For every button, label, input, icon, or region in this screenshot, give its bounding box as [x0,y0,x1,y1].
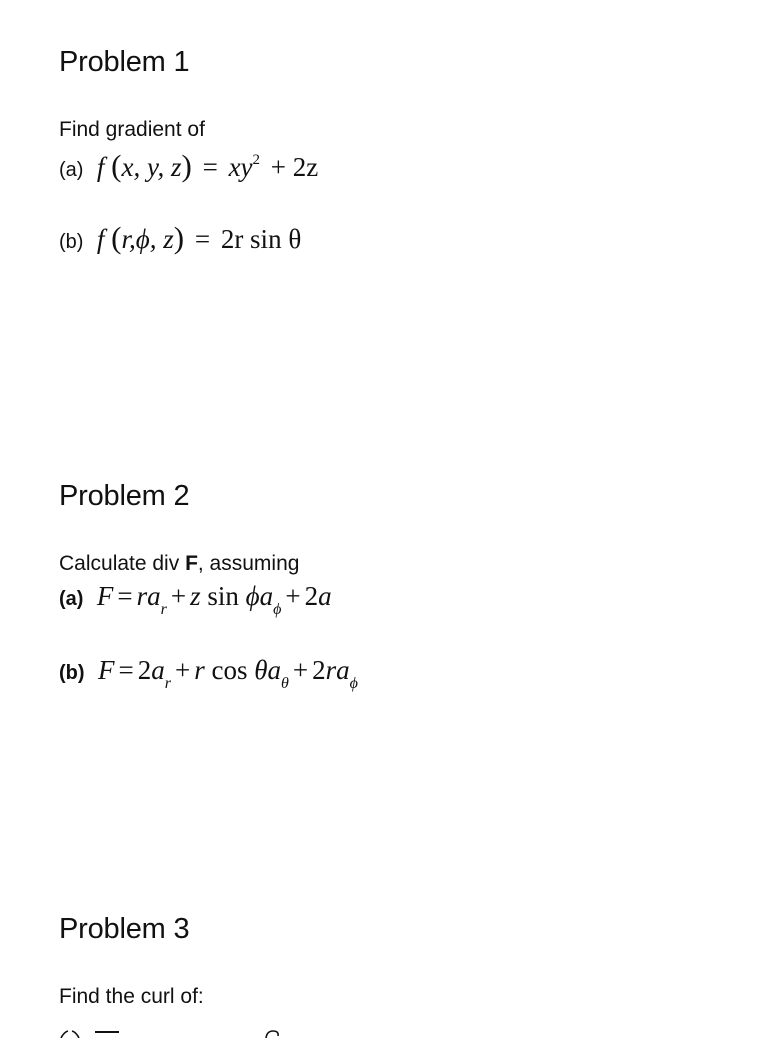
divergence-equation-b: $F = 2a_r + r$ $\cos \theta a_\theta + 2ra_\phi$ [98,655,358,692]
problem-2-intro: Calculate div F, assuming [59,552,300,575]
item-label: (b) [59,231,84,253]
rhs-term: 2r sin θ [220,224,302,254]
problem-1-item-a [59,150,322,181]
gradient-equation-a: f (x, y, $z) = xy^2 + 2z$ [96,148,319,183]
rhs-term: xy [228,152,253,182]
problem-2-item-a [59,581,332,618]
cut-off-equation-fragment [59,1016,299,1043]
problem-2-item-b [59,655,358,692]
item-label: (a) [59,588,84,610]
cut-off-glyph-tops [59,1030,299,1038]
item-label: (b) [59,662,85,684]
function-symbol: f [96,152,105,182]
gradient-equation-b: f (r,ϕ, z) = 2r sin θ [96,220,302,255]
function-args: x, y, z [121,152,182,182]
function-symbol: f [96,224,105,254]
problem-1-intro: Find gradient of [59,118,205,141]
item-label: (a) [59,159,84,181]
problem-1-item-b [59,222,301,253]
problem-2-heading: Problem 2 [59,480,190,512]
divergence-equation-a: $F = ra_r + z$ $\sin \phi a_\phi + 2a$ [96,581,332,618]
problem-3-intro: Find the curl of: [59,985,204,1008]
problem-1-heading: Problem 1 [59,46,190,78]
rhs-exponent: 2 [252,152,261,168]
problem-3-heading: Problem 3 [59,913,190,945]
rhs-term-2: + 2z [270,152,319,182]
function-args: r,ϕ, z [121,224,174,254]
